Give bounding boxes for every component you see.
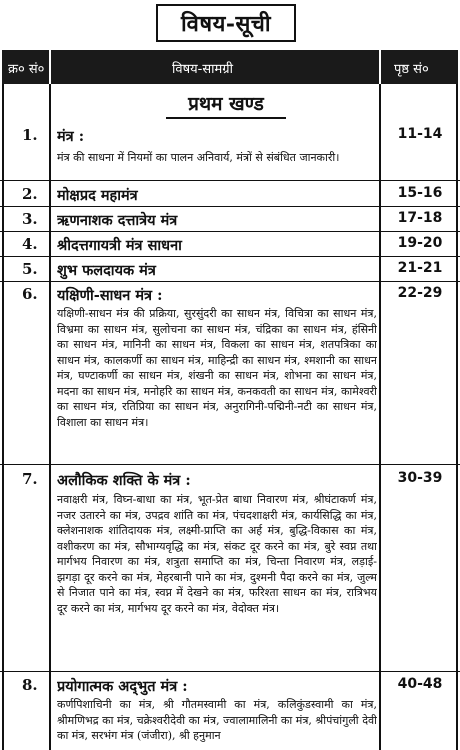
header-content: विषय-सामग्री <box>172 62 233 77</box>
entry-description: यक्षिणी-साधन मंत्र की प्रक्रिया, सुरसुंदरी का साधन मंत्र, विचित्रा का साधन मंत्र, विभ्रमा का साधन मंत्र, सुलोचना का साधन मंत्र, चंद्रिका का साधन मंत्र, हंसिनी का साधन मंत्र, मानिनी का साधन मंत्र, विकला का साधन मंत्र, शतपत्रिका का साधन मंत्र, कालकर्णी का साधन मंत्र, माहिन्द्री का साधन मंत्र, श्मशानी का साधन मंत्र, घण्टाकर्णी का साधन मंत्र, शंखनी का साधन मंत्र, शोभना का साधन मंत्र, मदना का साधन मंत्र, मनोहरि का साधन मंत्र, कनकवती का साधन मंत्र, कामेश्वरी का साधन मंत्र, रतिप्रिया का साधन मंत्र, अनुरागिनी-पद्मिनी-नटी का साधन मंत्र, विशाला का साधन मंत्र। <box>57 307 377 429</box>
column-divider <box>379 84 381 750</box>
entry-pages: 15-16 <box>397 185 443 201</box>
entry-pages: 19-20 <box>397 235 443 251</box>
entry-pages: 17-18 <box>397 210 443 226</box>
header-divider <box>49 50 51 84</box>
entry-title: मंत्र : <box>57 128 85 145</box>
entry-number: 2. <box>22 185 38 203</box>
entry-title: प्रयोगात्मक अद्‌भुत मंत्र : <box>57 678 188 695</box>
row-divider <box>0 281 460 282</box>
entry-pages: 11-14 <box>397 126 443 142</box>
row-divider <box>0 256 460 257</box>
entry-title: अलौकिक शक्ति के मंत्र : <box>57 472 191 489</box>
section-heading: प्रथम खण्ड <box>166 90 286 119</box>
entry-pages: 22-29 <box>397 285 443 301</box>
entry-description: कर्णपिशाचिनी का मंत्र, श्री गौतमस्वामी का मंत्र, कलिकुंडस्वामी का मंत्र, श्रीमणिभद्र का मंत्र, चक्रेश्वरीदेवी का मंत्र, ज्वालामालिनी का मंत्र, श्रीपंचांगुली देवी का मंत्र, सरभंग मंत्र (जंजीरा), श्री हनुमान <box>57 698 377 742</box>
row-divider <box>0 671 460 672</box>
entry-number: 5. <box>22 260 38 278</box>
row-divider <box>0 180 460 181</box>
table-header <box>2 50 458 84</box>
entry-title: मोक्षप्रद महामंत्र <box>57 187 138 204</box>
header-serial: क्र० सं० <box>8 62 45 77</box>
entry-title: श्रीदत्तगायत्री मंत्र साधना <box>57 237 182 254</box>
row-divider <box>0 206 460 207</box>
entry-description: मंत्र की साधना में नियमों का पालन अनिवार्य, मंत्रों से संबंधित जानकारी। <box>57 151 340 164</box>
row-divider <box>0 231 460 232</box>
entry-description: नवाक्षरी मंत्र, विघ्न-बाधा का मंत्र, भूत-प्रेत बाधा निवारण मंत्र, श्रीघंटाकर्ण मंत्र, नजर उतारने का मंत्र, उपद्रव शांति का मंत्र, पंचदशाक्षरी मंत्र, कार्यसिद्धि का मंत्र, क्लेशनाशक शांतिदायक मंत्र, लक्ष्मी-प्राप्ति का अर्ह मंत्र, बुद्धि-विकास का मंत्र, वशीकरण का मंत्र, सौभाग्यवृद्धि का मंत्र, संकट दूर करने का मंत्र, बुरे स्वप्न तथा मार्गभय निवारण का मंत्र, शत्रुता समाप्ति का मंत्र, चिन्ता निवारण मंत्र, लड़ाई-झगड़ा दूर करने का मंत्र, मेहरबानी पाने का मंत्र, दुश्मनी पैदा करने का मंत्र, जुल्म से निजात पाने का मंत्र, स्वप्न में देखने का मंत्र, फरिश्ता साधन का मंत्र, रात्रिभय दूर करने का मंत्र, मार्गभय दूर करने का मंत्र, वेदोक्त मंत्र। <box>57 493 377 615</box>
entry-title: ऋणनाशक दत्तात्रेय मंत्र <box>57 212 178 229</box>
entry-pages: 21-21 <box>397 260 443 276</box>
entry-pages: 30-39 <box>397 470 443 486</box>
column-divider <box>49 84 51 750</box>
entry-title: यक्षिणी-साधन मंत्र : <box>57 287 163 304</box>
entry-title: शुभ फलदायक मंत्र <box>57 262 156 279</box>
entry-number: 3. <box>22 210 38 228</box>
entry-number: 1. <box>22 126 38 144</box>
entry-number: 7. <box>22 470 38 488</box>
row-divider <box>0 464 460 465</box>
header-page: पृष्ठ सं० <box>394 62 429 77</box>
page-title: विषय-सूची <box>156 4 296 42</box>
entry-pages: 40-48 <box>397 676 443 692</box>
entry-number: 6. <box>22 285 38 303</box>
header-divider <box>379 50 381 84</box>
entry-number: 4. <box>22 235 38 253</box>
entry-number: 8. <box>22 676 38 694</box>
